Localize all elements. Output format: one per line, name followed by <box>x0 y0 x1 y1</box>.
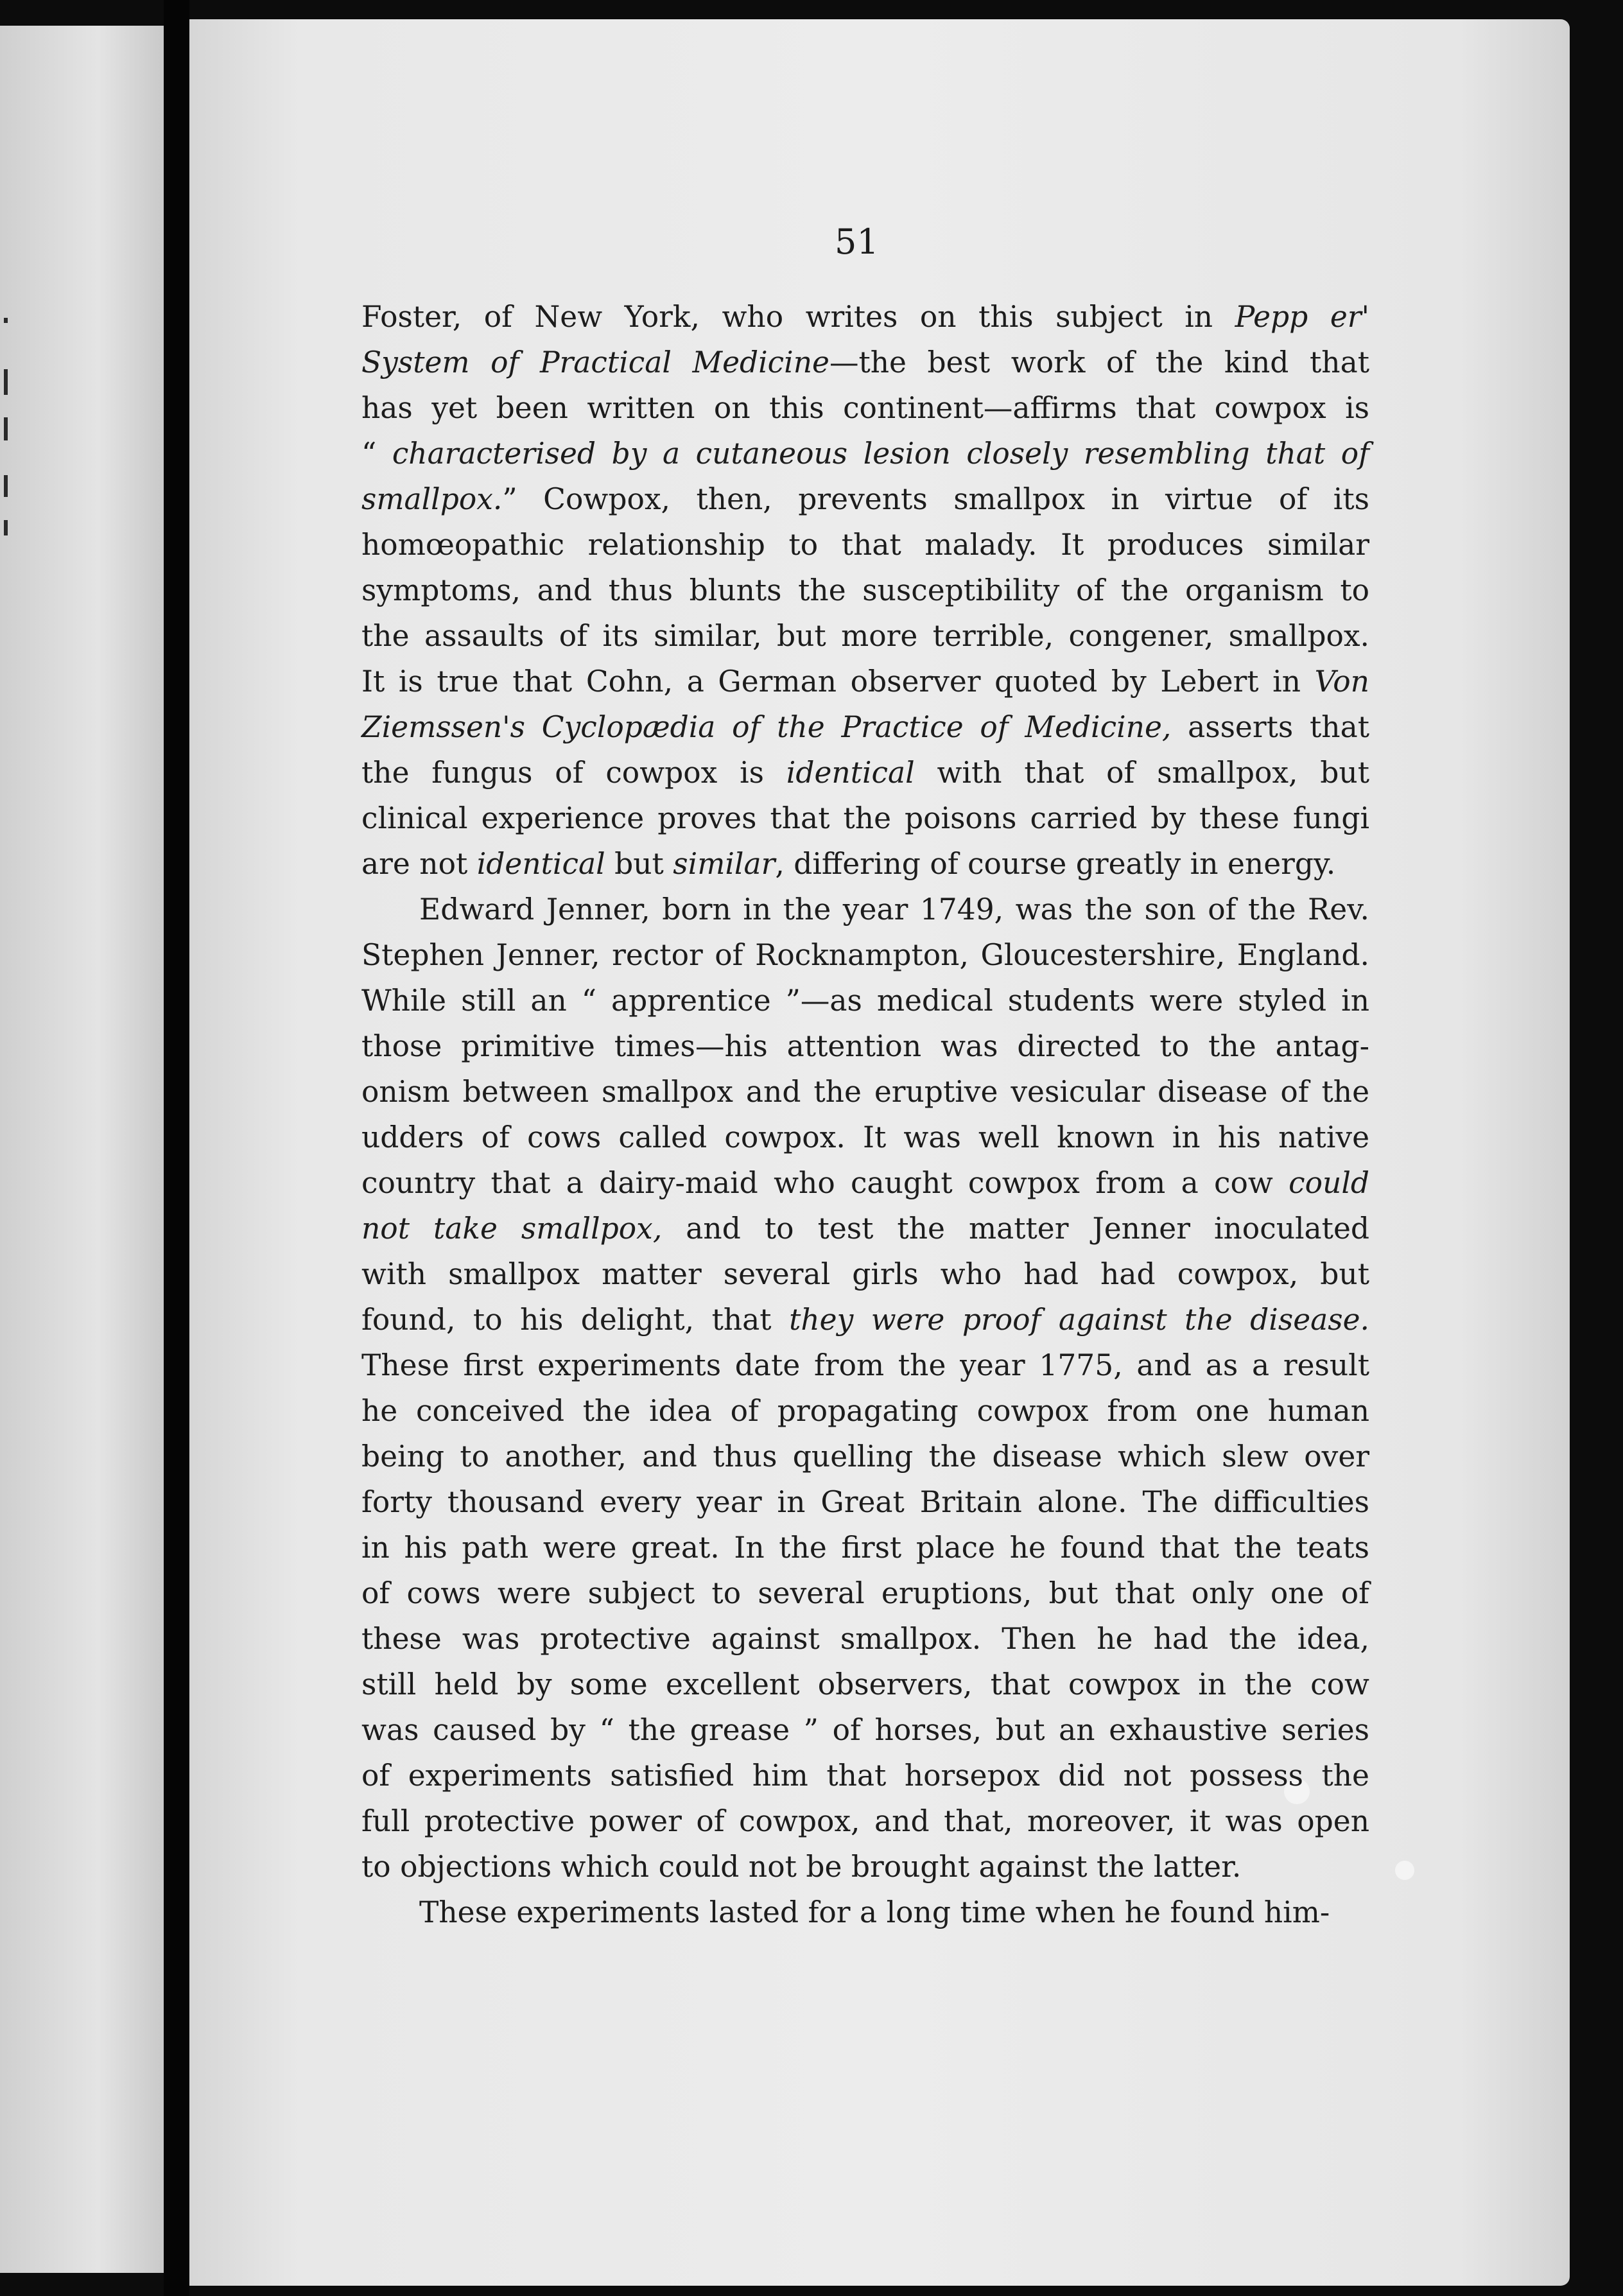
text-run: —the best work of the kind that <box>829 345 1369 379</box>
text-run: These experiments lasted for a long time when he found him- <box>419 1895 1330 1929</box>
paragraph <box>361 1890 1369 1935</box>
text-line <box>361 1434 1369 1479</box>
scan-speck <box>1395 1861 1414 1880</box>
italic-run: not take smallpox, <box>361 1212 663 1246</box>
text-line <box>361 796 1369 841</box>
text-run: he conceived the idea of propagating cowpox from one human <box>361 1394 1369 1428</box>
text-run: to objections which could not be brought against the latter. <box>361 1850 1242 1884</box>
text-run: of experiments satisfied him that horsepox did not possess the <box>361 1759 1369 1793</box>
text-line <box>361 1662 1369 1707</box>
text-line <box>361 1115 1369 1160</box>
text-line <box>361 1798 1369 1844</box>
text-run: It is true that Cohn, a German observer quoted by Lebert in <box>361 665 1315 699</box>
text-line <box>361 1069 1369 1115</box>
text-line <box>361 978 1369 1023</box>
text-run: being to another, and thus quelling the disease which slew over <box>361 1439 1369 1474</box>
text-run: onism between smallpox and the eruptive vesicular disease of the <box>361 1075 1369 1109</box>
text-line <box>361 887 1369 932</box>
text-run: are not <box>361 847 477 881</box>
text-run: the fungus of cowpox is <box>361 756 786 790</box>
text-run: with that of smallpox, but <box>914 756 1369 790</box>
text-run: still held by some excellent observers, that cowpox in the cow <box>361 1667 1369 1701</box>
text-line <box>361 294 1369 340</box>
text-line <box>361 1297 1369 1343</box>
italic-run: they were proof against the disease. <box>789 1303 1370 1337</box>
text-run: forty thousand every year in Great Britain alone. The difficulties <box>361 1485 1369 1519</box>
left-page-edge <box>0 26 164 2273</box>
paragraph <box>361 294 1369 887</box>
text-run: has yet been written on this continent—affirms that cowpox is <box>361 391 1369 425</box>
text-line <box>361 1343 1369 1388</box>
text-line <box>361 522 1369 568</box>
text-line <box>361 1753 1369 1798</box>
text-run: clinical experience proves that the poisons carried by these fungi <box>361 801 1369 835</box>
text-run: these was protective against smallpox. Then he had the idea, <box>361 1622 1369 1656</box>
text-run: those primitive times—his attention was directed to the antag- <box>361 1029 1369 1063</box>
text-run: country that a dairy-maid who caught cowpox from a cow <box>361 1166 1289 1200</box>
text-line <box>361 1251 1369 1297</box>
text-run: While still an “ apprentice ”—as medical students were styled in <box>361 984 1369 1018</box>
italic-run: Pepp er' <box>1235 300 1370 334</box>
text-run: of cows were subject to several eruptions, but that only one of <box>361 1576 1369 1610</box>
text-run: h <box>747 300 766 334</box>
text-run: symptoms, and thus blunts the susceptibility of the organism to <box>361 573 1369 607</box>
text-line <box>361 1525 1369 1570</box>
italic-run: identical <box>786 756 915 790</box>
italic-run: System of Practical Medicine <box>361 345 829 379</box>
text-run: homœopathic relationship to that malady. It produces similar <box>361 528 1369 562</box>
italic-run: Von <box>1314 665 1369 699</box>
italic-run: similar <box>673 847 776 881</box>
text-run: was caused by “ the grease ” of horses, but an exhaustive series <box>361 1713 1369 1747</box>
text-line <box>361 431 1369 476</box>
text-line <box>361 1160 1369 1206</box>
text-run: but <box>605 847 673 881</box>
text-line <box>361 1890 1369 1935</box>
text-run: These first experiments date from the year 1775, and as a result <box>361 1348 1369 1382</box>
text-run: ” Cowpox, then, prevents smallpox in virtue of its <box>502 482 1369 516</box>
italic-run: characterised by a cutaneous lesion closely resembling that of <box>392 437 1369 471</box>
text-line <box>361 1388 1369 1434</box>
text-line <box>361 385 1369 431</box>
text-run: udders of cows called cowpox. It was well known in his native <box>361 1120 1369 1154</box>
text-run: found, to his delight, that <box>361 1303 790 1337</box>
text-line <box>361 659 1369 704</box>
text-line <box>361 704 1369 750</box>
text-run: Edward Jenner, born in the year 1749, was the son of the Rev. <box>419 892 1369 926</box>
italic-run: Ziemssen's Cyclopædia of the Practice of Medicine, <box>361 710 1172 744</box>
text-run: “ <box>361 437 392 471</box>
italic-run: identical <box>476 847 605 881</box>
text-run: full protective power of cowpox, and that, moreover, it was open <box>361 1804 1369 1838</box>
text-line <box>361 568 1369 613</box>
text-run: asserts that <box>1171 710 1369 744</box>
text-line <box>361 841 1369 887</box>
text-line <box>361 1023 1369 1069</box>
text-run: with smallpox matter several girls who had had cowpox, but <box>361 1257 1369 1291</box>
body-text <box>361 294 1369 1935</box>
text-run: the assaults of its similar, but more terrible, congener, smallpox. <box>361 619 1369 653</box>
text-run: and to test the matter Jenner inoculated <box>662 1212 1370 1246</box>
text-run: Stephen Jenner, rector of Rocknampton, Gloucestershire, England. <box>361 938 1369 972</box>
text-line <box>361 1479 1369 1525</box>
text-run: o writes on this subject in <box>765 300 1235 334</box>
text-run: , differing of course greatly in energy. <box>775 847 1336 881</box>
text-run: in his path were great. In the first place he found that the teats <box>361 1531 1369 1565</box>
text-line <box>361 1570 1369 1616</box>
text-line <box>361 1616 1369 1662</box>
text-run: Foster, of New York, w <box>361 300 747 334</box>
text-line <box>361 750 1369 796</box>
text-line <box>361 340 1369 385</box>
text-line <box>361 932 1369 978</box>
text-line <box>361 476 1369 522</box>
text-line <box>361 613 1369 659</box>
italic-run: smallpox. <box>361 482 503 516</box>
italic-run: could <box>1289 1166 1369 1200</box>
book-gutter <box>164 0 189 2296</box>
text-line <box>361 1844 1369 1890</box>
paragraph <box>361 887 1369 1890</box>
page-number: 51 <box>835 222 879 262</box>
text-line <box>361 1206 1369 1251</box>
text-line <box>361 1707 1369 1753</box>
